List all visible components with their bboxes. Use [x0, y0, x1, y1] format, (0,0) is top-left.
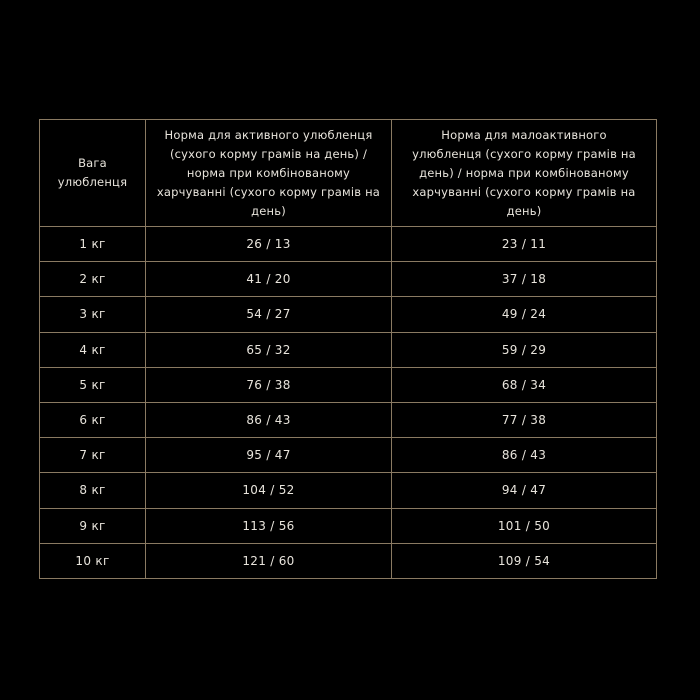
table-row: [40, 227, 657, 262]
header-active-norm: Норма для активного улюбленця (сухого корму грамів на день) / норма при комбінованому харчуванні (сухого корму грамів на день): [146, 120, 392, 227]
header-low-activity-norm: Норма для малоактивного улюбленця (сухого корму грамів на день) / норма при комбінованому харчуванні (сухого корму грамів на день): [392, 120, 657, 227]
cell-active-norm: 26 / 13: [146, 227, 392, 262]
cell-low-activity-norm: 109 / 54: [392, 543, 657, 578]
cell-weight: 1 кг: [40, 227, 146, 262]
cell-weight: 5 кг: [40, 367, 146, 402]
table-row: [40, 262, 657, 297]
cell-active-norm: 121 / 60: [146, 543, 392, 578]
cell-active-norm: 54 / 27: [146, 297, 392, 332]
table-header-row: [40, 120, 657, 227]
cell-weight: 6 кг: [40, 402, 146, 437]
table-row: [40, 473, 657, 508]
cell-low-activity-norm: 37 / 18: [392, 262, 657, 297]
cell-active-norm: 76 / 38: [146, 367, 392, 402]
cell-active-norm: 95 / 47: [146, 438, 392, 473]
cell-low-activity-norm: 86 / 43: [392, 438, 657, 473]
table-body: [40, 227, 657, 579]
table-row: [40, 508, 657, 543]
cell-low-activity-norm: 68 / 34: [392, 367, 657, 402]
cell-active-norm: 104 / 52: [146, 473, 392, 508]
cell-active-norm: 65 / 32: [146, 332, 392, 367]
table-row: [40, 367, 657, 402]
table-row: [40, 332, 657, 367]
cell-weight: 2 кг: [40, 262, 146, 297]
cell-weight: 3 кг: [40, 297, 146, 332]
cell-active-norm: 113 / 56: [146, 508, 392, 543]
table-row: [40, 543, 657, 578]
cell-weight: 7 кг: [40, 438, 146, 473]
cell-low-activity-norm: 94 / 47: [392, 473, 657, 508]
table-row: [40, 438, 657, 473]
table-row: [40, 402, 657, 437]
cell-weight: 4 кг: [40, 332, 146, 367]
cell-low-activity-norm: 59 / 29: [392, 332, 657, 367]
header-weight: Вага улюбленця: [40, 120, 146, 227]
cell-active-norm: 86 / 43: [146, 402, 392, 437]
cell-low-activity-norm: 49 / 24: [392, 297, 657, 332]
feeding-table: [39, 119, 657, 579]
cell-weight: 9 кг: [40, 508, 146, 543]
table-row: [40, 297, 657, 332]
cell-weight: 8 кг: [40, 473, 146, 508]
cell-active-norm: 41 / 20: [146, 262, 392, 297]
cell-low-activity-norm: 77 / 38: [392, 402, 657, 437]
cell-weight: 10 кг: [40, 543, 146, 578]
cell-low-activity-norm: 23 / 11: [392, 227, 657, 262]
cell-low-activity-norm: 101 / 50: [392, 508, 657, 543]
